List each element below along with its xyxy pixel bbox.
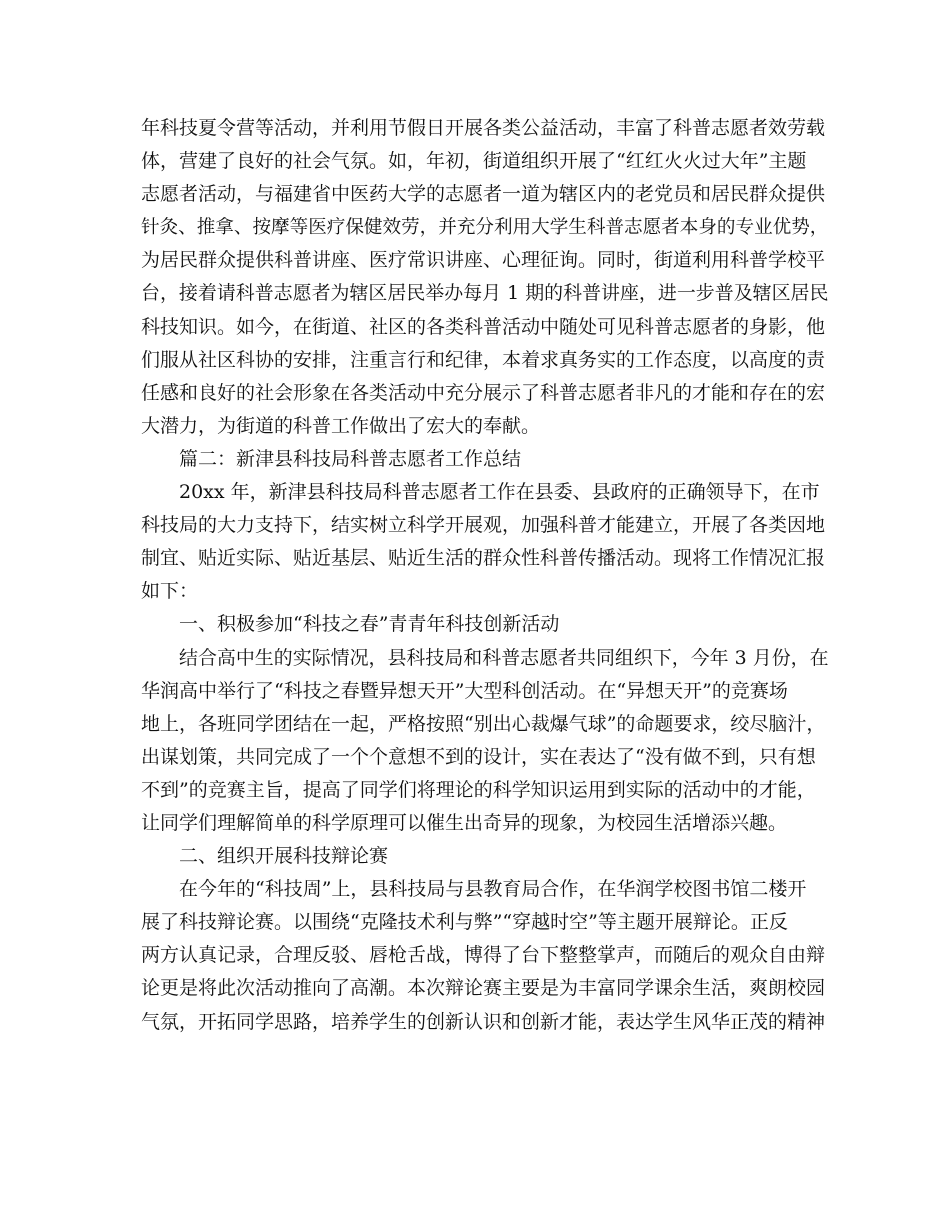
text-line: 让同学们理解简单的科学原理可以催生出奇异的现象，为校园生活增添兴趣。 [141, 811, 788, 834]
document-body [141, 112, 829, 1039]
text-line: 针灸、推拿、按摩等医疗保健效劳，并充分利用大学生科普志愿者本身的专业优势， [141, 217, 829, 239]
text-line: 在今年的“科技周”上，县科技局与县教育局合作，在华润学校图书馆二楼开 [179, 878, 807, 901]
text-line: 们服从社区科协的安排，注重言行和纪律，本着求真务实的工作态度，以高度的责 [141, 348, 826, 371]
text-line: 体，营建了良好的社会气氛。如，年初，街道组织开展了“红红火火过大年”主题 [141, 150, 807, 173]
text-line: 出谋划策，共同完成了一个个意想不到的设计，实在表达了“没有做不到，只有想 [141, 745, 816, 768]
text-line: 大潜力，为街道的科普工作做出了宏大的奉献。 [141, 414, 541, 437]
text-line: 篇二：新津县科技局科普志愿者工作总结 [179, 447, 522, 470]
text-line: 华润高中举行了“科技之春暨异想天开”大型科创活动。在“异想天开”的竞赛场 [141, 679, 788, 702]
text-line: 展了科技辩论赛。以围绕“克隆技术利与弊”“穿越时空”等主题开展辩论。正反 [141, 911, 788, 934]
text-line: 气氛，开拓同学思路，培养学生的创新认识和创新才能，表达学生风华正茂的精神 [141, 1010, 826, 1033]
text-line: 为居民群众提供科普讲座、医疗常识讲座、心理征询。同时，街道利用科普学校平 [141, 249, 826, 272]
text-line: 二、组织开展科技辩论赛 [179, 845, 389, 868]
text-line: 20xx 年，新津县科技局科普志愿者工作在县委、县政府的正确领导下，在市 [179, 481, 820, 504]
text-line: 年科技夏令营等活动，并利用节假日开展各类公益活动，丰富了科普志愿者效劳载 [141, 117, 826, 139]
text-line: 科技知识。如今，在街道、社区的各类科普活动中随处可见科普志愿者的身影，他 [141, 315, 826, 338]
text-line: 科技局的大力支持下，结实树立科学开展观，加强科普才能建立，开展了各类因地 [141, 514, 826, 537]
text-line: 志愿者活动，与福建省中医药大学的志愿者一道为辖区内的老党员和居民群众提供 [141, 183, 826, 206]
text-line: 制宜、贴近实际、贴近基层、贴近生活的群众性科普传播活动。现将工作情况汇报 [141, 547, 826, 570]
text-line: 两方认真记录，合理反驳、唇枪舌战，博得了台下整整掌声，而随后的观众自由辩 [141, 944, 826, 967]
text-line: 任感和良好的社会形象在各类活动中充分展示了科普志愿者非凡的才能和存在的宏 [141, 381, 826, 404]
text-line: 台，接着请科普志愿者为辖区居民举办每月 1 期的科普讲座，进一步普及辖区居民 [141, 282, 829, 305]
text-line: 地上，各班同学团结在一起，严格按照“别出心裁爆气球”的命题要求，绞尽脑汁， [141, 712, 826, 735]
text-line: 如下： [141, 580, 199, 603]
text-line: 论更是将此次活动推向了高潮。本次辩论赛主要是为丰富同学课余生活，爽朗校园 [141, 977, 826, 1000]
text-line: 结合高中生的实际情况，县科技局和科普志愿者共同组织下，今年 3 月份，在 [179, 646, 829, 669]
text-line: 一、积极参加“科技之春”青青年科技创新活动 [179, 613, 560, 636]
text-line: 不到”的竞赛主旨，提高了同学们将理论的科学知识运用到实际的活动中的才能， [141, 778, 816, 801]
